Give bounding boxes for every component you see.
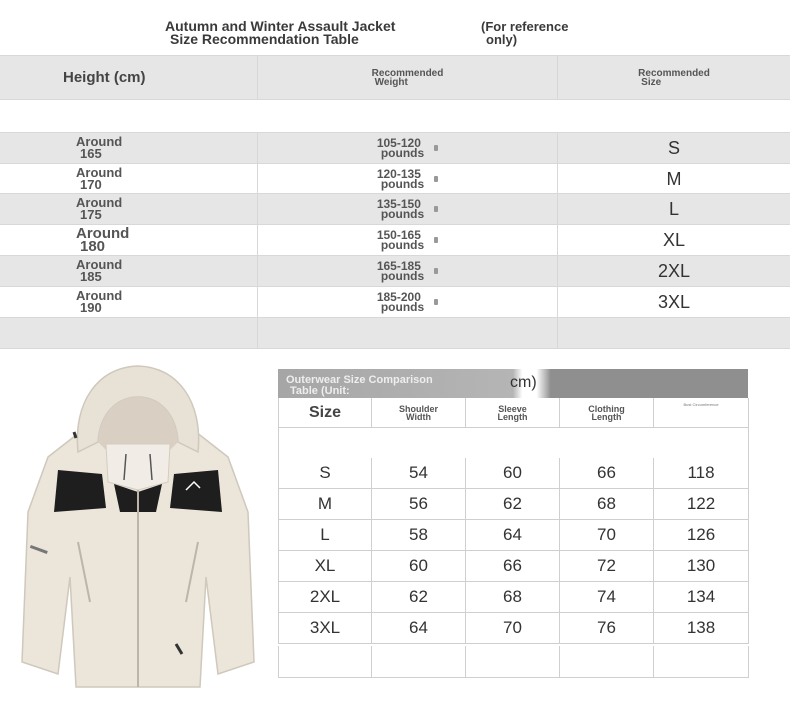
comparison-row	[278, 489, 749, 520]
cell-sleeve	[466, 613, 560, 644]
comparison-row	[278, 458, 749, 489]
header-shoulder-width: Shoulder Width	[398, 403, 438, 422]
header-size: Size	[308, 403, 341, 421]
cell-clothing	[560, 458, 654, 489]
dot-icon	[434, 206, 438, 212]
table-header-row	[0, 55, 790, 99]
weight-cell	[258, 133, 558, 163]
size-value: L	[668, 198, 679, 219]
dot-icon	[434, 237, 438, 243]
table-row	[0, 163, 790, 194]
page-title	[165, 20, 465, 46]
value-clothing: 74	[597, 587, 616, 606]
cell-bust	[654, 520, 749, 551]
comparison-unit: cm)	[510, 374, 537, 391]
cell-sleeve	[466, 582, 560, 613]
cell-sleeve	[466, 520, 560, 551]
value-size: S	[319, 463, 331, 482]
value-size: M	[317, 494, 333, 513]
cell-size	[278, 582, 372, 613]
value-clothing: 70	[597, 525, 616, 544]
value-shoulder: 54	[409, 463, 428, 482]
dot-icon	[434, 145, 438, 151]
value-bust: 138	[686, 618, 716, 637]
comparison-row	[278, 551, 749, 582]
weight-cell	[258, 164, 558, 194]
dot-icon	[434, 268, 438, 274]
height-value: Around 165	[76, 134, 123, 161]
comparison-title: Outerwear Size Comparison Table (Unit:	[286, 374, 433, 397]
comparison-header-row	[278, 398, 749, 428]
cell-shoulder	[372, 551, 466, 582]
size-value: 2XL	[657, 260, 691, 281]
cell-shoulder	[372, 458, 466, 489]
size-cell	[558, 225, 790, 255]
value-sleeve: 66	[503, 556, 522, 575]
value-sleeve: 60	[503, 463, 522, 482]
weight-value: 105-120 pounds	[377, 138, 438, 158]
header-height: Height (cm)	[63, 69, 146, 86]
value-shoulder: 64	[409, 618, 428, 637]
comparison-footer-row	[278, 646, 749, 678]
height-value: Around 180	[76, 225, 130, 255]
size-cell	[558, 133, 790, 163]
height-cell	[0, 133, 258, 163]
table-footer-row	[0, 317, 790, 349]
height-cell	[0, 287, 258, 317]
table-row	[0, 193, 790, 224]
cell-size	[278, 520, 372, 551]
value-sleeve: 68	[503, 587, 522, 606]
size-cell	[558, 194, 790, 224]
value-clothing: 72	[597, 556, 616, 575]
value-bust: 118	[687, 463, 715, 482]
value-size: 3XL	[309, 618, 341, 637]
size-value: S	[667, 137, 680, 158]
cell-bust	[654, 551, 749, 582]
cell-clothing	[560, 613, 654, 644]
cell-clothing	[560, 489, 654, 520]
size-value: XL	[662, 229, 686, 250]
value-sleeve: 62	[503, 494, 522, 513]
header-weight: Recommended Weight	[371, 67, 444, 88]
cell-bust	[654, 613, 749, 644]
table-row	[0, 132, 790, 163]
table-row	[0, 255, 790, 286]
comparison-row	[278, 613, 749, 644]
value-shoulder: 60	[409, 556, 428, 575]
weight-value: 135-150 pounds	[377, 199, 438, 219]
table-row	[0, 286, 790, 317]
size-value: M	[666, 168, 682, 189]
value-sleeve: 64	[503, 525, 522, 544]
height-cell	[0, 225, 258, 255]
cell-bust	[654, 489, 749, 520]
cell-shoulder	[372, 520, 466, 551]
comparison-spacer-row	[278, 428, 749, 458]
height-value: Around 190	[76, 288, 123, 315]
cell-shoulder	[372, 582, 466, 613]
title-line-2: Size Recommendation Table	[170, 31, 359, 47]
height-value: Around 175	[76, 195, 123, 222]
value-clothing: 66	[597, 463, 616, 482]
reference-note-line-1: (For reference	[481, 19, 569, 34]
cell-sleeve	[466, 551, 560, 582]
height-cell	[0, 256, 258, 286]
cell-shoulder	[372, 613, 466, 644]
cell-size	[278, 489, 372, 520]
height-value: Around 185	[76, 257, 123, 284]
header-height-cell	[0, 56, 258, 99]
cell-sleeve	[466, 458, 560, 489]
cell-size	[278, 551, 372, 582]
header-size-cell	[558, 56, 790, 99]
value-size: 2XL	[309, 587, 341, 606]
jacket-image	[18, 362, 258, 692]
header-clothing-length: Clothing Length	[588, 403, 625, 422]
comparison-row	[278, 520, 749, 551]
weight-value: 165-185 pounds	[377, 261, 438, 281]
cell-bust	[654, 582, 749, 613]
height-value: Around 170	[76, 165, 123, 192]
weight-cell	[258, 225, 558, 255]
weight-cell	[258, 287, 558, 317]
size-value: 3XL	[657, 291, 691, 312]
header-size: Recommended Size	[638, 67, 710, 88]
header-weight-cell	[258, 56, 558, 99]
header-bust: Bust Circumference	[683, 402, 719, 407]
value-shoulder: 58	[409, 525, 428, 544]
header-sleeve-length: Sleeve Length	[497, 403, 528, 422]
reference-note	[481, 20, 621, 46]
comparison-row	[278, 582, 749, 613]
height-cell	[0, 194, 258, 224]
cell-clothing	[560, 520, 654, 551]
weight-cell	[258, 256, 558, 286]
title-line-1: Autumn and Winter Assault Jacket	[165, 18, 396, 34]
value-shoulder: 62	[409, 587, 428, 606]
table-row	[0, 224, 790, 255]
reference-note-line-2: only)	[486, 32, 518, 47]
weight-value: 185-200 pounds	[377, 292, 438, 312]
cell-sleeve	[466, 489, 560, 520]
weight-value: 150-165 pounds	[377, 230, 438, 250]
cell-shoulder	[372, 489, 466, 520]
spacer-row	[0, 99, 790, 132]
value-size: L	[320, 525, 330, 544]
cell-bust	[654, 458, 749, 489]
cell-clothing	[560, 551, 654, 582]
weight-value: 120-135 pounds	[377, 169, 438, 189]
value-shoulder: 56	[409, 494, 428, 513]
value-size: XL	[314, 556, 336, 575]
weight-cell	[258, 194, 558, 224]
value-clothing: 68	[597, 494, 616, 513]
size-cell	[558, 164, 790, 194]
cell-size	[278, 458, 372, 489]
value-bust: 134	[686, 587, 716, 606]
value-bust: 126	[686, 525, 716, 544]
value-sleeve: 70	[503, 618, 522, 637]
cell-clothing	[560, 582, 654, 613]
value-clothing: 76	[597, 618, 616, 637]
cell-size	[278, 613, 372, 644]
size-cell	[558, 256, 790, 286]
size-cell	[558, 287, 790, 317]
value-bust: 122	[686, 494, 716, 513]
dot-icon	[434, 176, 438, 182]
dot-icon	[434, 299, 438, 305]
height-cell	[0, 164, 258, 194]
value-bust: 130	[686, 556, 716, 575]
